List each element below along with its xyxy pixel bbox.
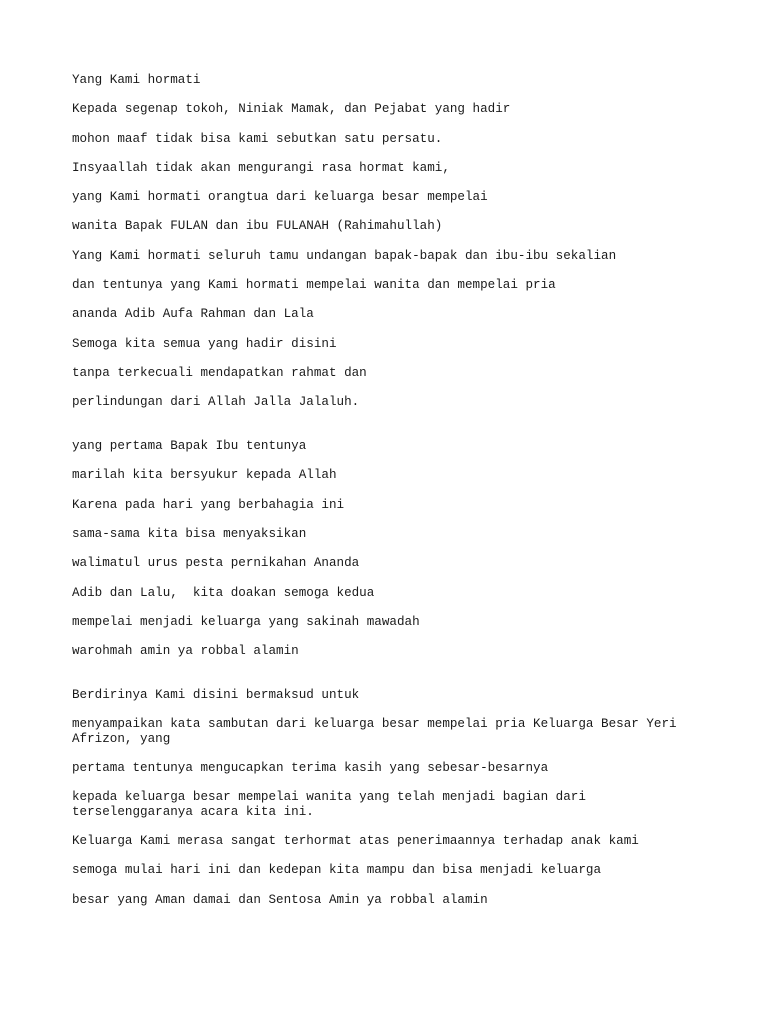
text-line: ananda Adib Aufa Rahman dan Lala [72, 307, 314, 322]
text-line: Kepada segenap tokoh, Niniak Mamak, dan Pejabat yang hadir [72, 102, 511, 117]
text-line: Yang Kami hormati seluruh tamu undangan bapak-bapak dan ibu-ibu sekalian [72, 248, 617, 263]
text-line: yang Kami hormati orangtua dari keluarga besar mempelai [72, 190, 488, 205]
text-line: pertama tentunya mengucapkan terima kasih yang sebesar-besarnya [72, 761, 549, 776]
text-line: tanpa terkecuali mendapatkan rahmat dan [72, 365, 367, 380]
text-line: perlindungan dari Allah Jalla Jalaluh. [72, 395, 360, 410]
text-line: menyampaikan kata sambutan dari keluarga besar mempelai pria Keluarga Besar Yeri Afrizon, yang [72, 717, 685, 746]
text-line: dan tentunya yang Kami hormati mempelai wanita dan mempelai pria [72, 278, 556, 293]
text-line: marilah kita bersyukur kepada Allah [72, 468, 337, 483]
text-line: Berdirinya Kami disini bermaksud untuk [72, 687, 360, 702]
paragraph-greeting [72, 73, 712, 410]
paragraph-spacer [72, 673, 712, 688]
text-line: Yang Kami hormati [72, 73, 201, 87]
text-line: Keluarga Kami merasa sangat terhormat atas penerimaannya terhadap anak kami [72, 834, 639, 849]
paragraph-spacer [72, 425, 712, 440]
text-line: Semoga kita semua yang hadir disini [72, 336, 337, 351]
text-line: Karena pada hari yang berbahagia ini [72, 497, 345, 512]
text-line: sama-sama kita bisa menyaksikan [72, 526, 307, 541]
text-line: Adib dan Lalu, kita doakan semoga kedua [72, 585, 375, 600]
text-line: semoga mulai hari ini dan kedepan kita mampu dan bisa menjadi keluarga [72, 863, 602, 878]
paragraph-gratitude [72, 439, 712, 659]
text-line: wanita Bapak FULAN dan ibu FULANAH (Rahimahullah) [72, 219, 443, 234]
text-line: yang pertama Bapak Ibu tentunya [72, 439, 307, 454]
paragraph-welcome [72, 688, 712, 907]
text-line: mohon maaf tidak bisa kami sebutkan satu persatu. [72, 131, 443, 146]
text-line: walimatul urus pesta pernikahan Ananda [72, 556, 360, 571]
text-line: besar yang Aman damai dan Sentosa Amin ya robbal alamin [72, 892, 488, 907]
text-line: Insyaallah tidak akan mengurangi rasa hormat kami, [72, 160, 450, 175]
text-line: mempelai menjadi keluarga yang sakinah mawadah [72, 614, 420, 629]
document-page [72, 73, 712, 922]
text-line: warohmah amin ya robbal alamin [72, 644, 299, 659]
text-line: kepada keluarga besar mempelai wanita yang telah menjadi bagian dari terselenggaranya acara kita ini. [72, 790, 594, 819]
